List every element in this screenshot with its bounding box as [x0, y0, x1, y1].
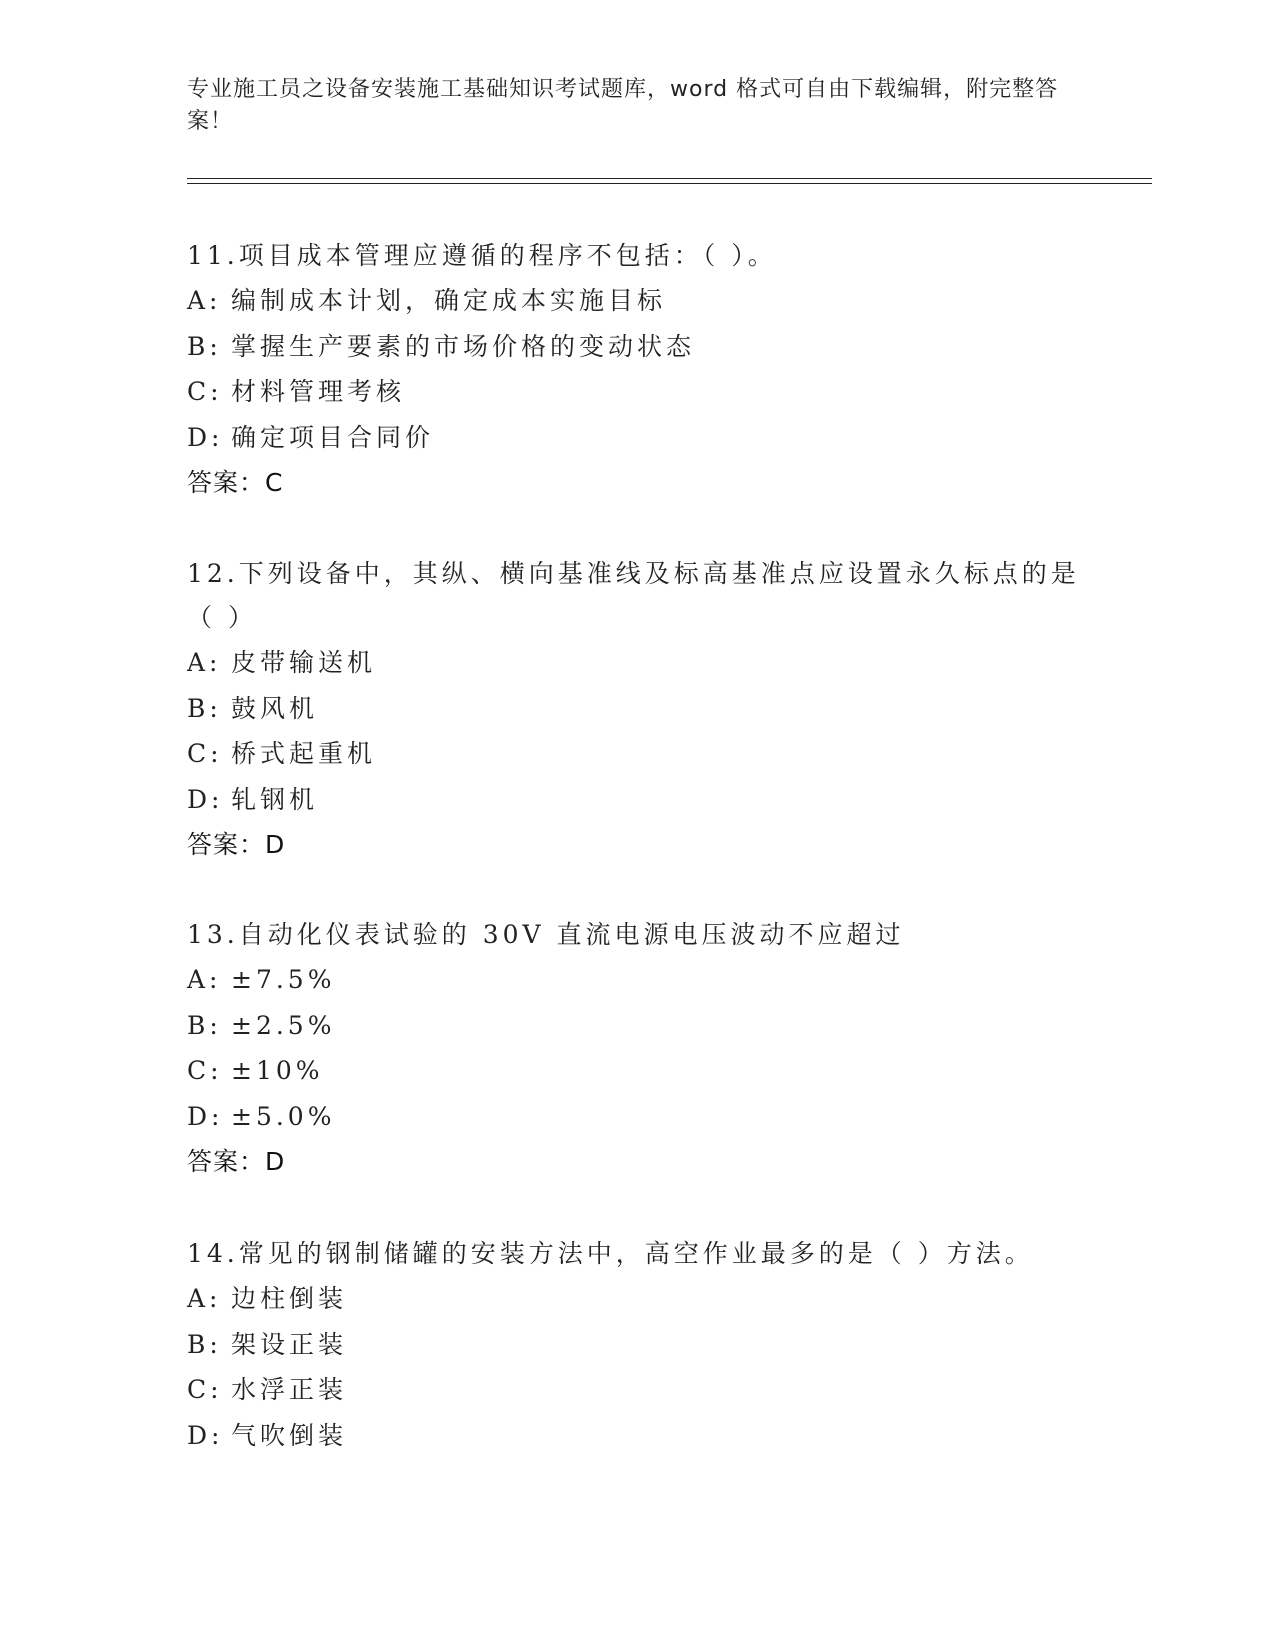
- option-letter: D:: [187, 1101, 224, 1131]
- option-letter: C:: [187, 1375, 223, 1404]
- option-b: [187, 1322, 1087, 1368]
- option-a: [187, 957, 1087, 1003]
- option-c: [187, 1048, 1087, 1094]
- option-c: [187, 731, 1087, 777]
- option-letter: A:: [187, 1284, 222, 1313]
- option-letter: A:: [187, 648, 222, 677]
- document-header-title: 专业施工员之设备安装施工基础知识考试题库，word 格式可自由下载编辑，附完整答案！: [187, 77, 1059, 134]
- option-d: [187, 1413, 1087, 1459]
- option-letter: C:: [187, 377, 223, 406]
- option-c: [187, 1367, 1087, 1413]
- header-divider-bottom: [187, 183, 1152, 184]
- option-letter: A:: [187, 965, 222, 994]
- option-b: [187, 1003, 1087, 1049]
- option-letter: A:: [187, 286, 222, 315]
- option-text: 材料管理考核: [231, 377, 406, 406]
- option-letter: B:: [187, 693, 222, 723]
- option-letter: B:: [187, 1329, 222, 1359]
- option-letter: B:: [187, 1010, 222, 1040]
- option-letter: D:: [187, 1420, 224, 1450]
- option-letter: C:: [187, 1056, 223, 1085]
- option-text: 掌握生产要素的市场价格的变动状态: [231, 331, 696, 361]
- option-b: [187, 686, 1087, 732]
- option-c: [187, 369, 1087, 415]
- option-text: 水浮正装: [231, 1375, 348, 1404]
- option-text: 桥式起重机: [231, 739, 377, 768]
- question-stem: 13.自动化仪表试验的 30V 直流电源电压波动不应超过: [187, 920, 905, 949]
- option-a: [187, 278, 1087, 324]
- option-text: 架设正装: [231, 1329, 348, 1359]
- option-d: [187, 415, 1087, 461]
- option-text: 编制成本计划，确定成本实施目标: [231, 286, 667, 315]
- option-b: [187, 324, 1087, 370]
- option-text: ±2.5%: [231, 1010, 336, 1040]
- question-13: [187, 913, 1087, 1184]
- option-a: [187, 640, 1087, 686]
- option-text: ±5.0%: [231, 1101, 336, 1131]
- question-stem: 11.项目成本管理应遵循的程序不包括：（ ）。: [187, 241, 777, 270]
- option-letter: D:: [187, 422, 224, 452]
- option-letter: C:: [187, 739, 223, 768]
- option-text: 轧钢机: [231, 784, 319, 814]
- option-d: [187, 1094, 1087, 1140]
- option-a: [187, 1276, 1087, 1322]
- question-14: [187, 1232, 1087, 1458]
- option-letter: B:: [187, 331, 222, 361]
- option-text: 气吹倒装: [231, 1420, 348, 1450]
- question-stem: 14.常见的钢制储罐的安装方法中，高空作业最多的是（ ）方法。: [187, 1239, 1034, 1268]
- option-text: 边柱倒装: [231, 1284, 348, 1313]
- option-text: 皮带输送机: [231, 648, 377, 677]
- option-text: 确定项目合同价: [231, 422, 435, 452]
- question-stem: 12.下列设备中，其纵、横向基准线及标高基准点应设置永久标点的是（ ）: [187, 559, 1080, 632]
- option-text: 鼓风机: [231, 693, 319, 723]
- header-divider-top: [187, 178, 1152, 179]
- option-text: ±10%: [231, 1056, 324, 1085]
- option-letter: D:: [187, 784, 224, 814]
- answer-line: 答案：C: [187, 468, 284, 497]
- option-text: ±7.5%: [231, 965, 336, 994]
- question-12: [187, 552, 1087, 867]
- option-d: [187, 777, 1087, 823]
- answer-line: 答案：D: [187, 1147, 286, 1176]
- answer-line: 答案：D: [187, 830, 286, 859]
- question-11: [187, 234, 1087, 505]
